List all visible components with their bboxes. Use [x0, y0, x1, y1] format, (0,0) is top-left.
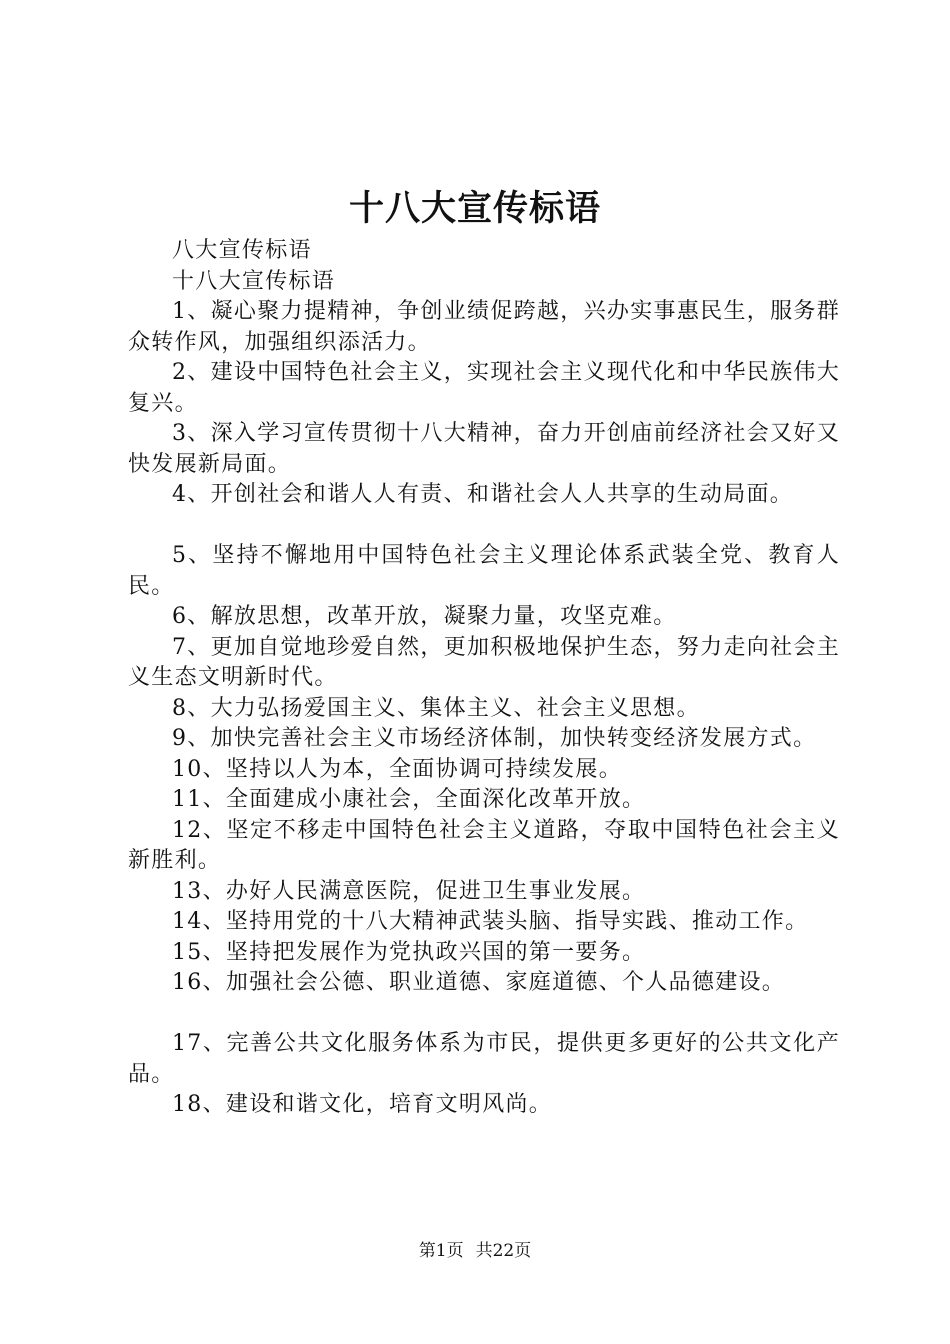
- slogan-item: 12、坚定不移走中国特色社会主义道路，夺取中国特色社会主义新胜利。: [128, 817, 840, 873]
- slogan-item: 8、大力弘扬爱国主义、集体主义、社会主义思想。: [172, 695, 700, 721]
- slogan-item: 4、开创社会和谐人人有责、和谐社会人人共享的生动局面。: [172, 482, 794, 507]
- page-total: 共22页: [475, 1241, 532, 1261]
- slogan-item: 15、坚持把发展作为党执政兴国的第一要务。: [172, 939, 646, 965]
- document-body: [128, 236, 840, 1121]
- page-footer: [0, 1239, 950, 1263]
- slogan-item: 2、建设中国特色社会主义，实现社会主义现代化和中华民族伟大复兴。: [128, 360, 840, 416]
- slogan-item: 18、建设和谐文化，培育文明风尚。: [172, 1092, 553, 1117]
- slogan-item: 16、加强社会公德、职业道德、家庭道德、个人品德建设。: [172, 970, 786, 995]
- slogan-item: 1、凝心聚力提精神，争创业绩促跨越，兴办实事惠民生，服务群众转作风，加强组织添活力。: [128, 299, 840, 355]
- slogan-item: 7、更加自觉地珍爱自然，更加积极地保护生态，努力走向社会主义生态文明新时代。: [128, 634, 840, 690]
- slogan-item: 6、解放思想，改革开放，凝聚力量，攻坚克难。: [172, 604, 677, 629]
- slogan-item: 11、全面建成小康社会，全面深化改革开放。: [172, 787, 646, 812]
- paragraph: 八大宣传标语: [172, 238, 312, 263]
- slogan-item: 9、加快完善社会主义市场经济体制，加快转变经济发展方式。: [172, 726, 817, 751]
- slogan-item: 13、办好人民满意医院，促进卫生事业发展。: [172, 878, 646, 904]
- slogan-item: 3、深入学习宣传贯彻十八大精神，奋力开创庙前经济社会又好又快发展新局面。: [128, 421, 840, 477]
- page-title: 十八大宣传标语: [348, 188, 601, 229]
- page-number: 第1页: [418, 1241, 464, 1261]
- slogan-item: 14、坚持用党的十八大精神武装头脑、指导实践、推动工作。: [172, 909, 809, 934]
- slogan-item: 17、完善公共文化服务体系为市民，提供更多更好的公共文化产品。: [128, 1031, 840, 1087]
- slogan-item: 5、坚持不懈地用中国特色社会主义理论体系武装全党、教育人民。: [128, 543, 840, 599]
- paragraph: 十八大宣传标语: [172, 268, 336, 294]
- slogan-item: 10、坚持以人为本，全面协调可持续发展。: [172, 756, 622, 782]
